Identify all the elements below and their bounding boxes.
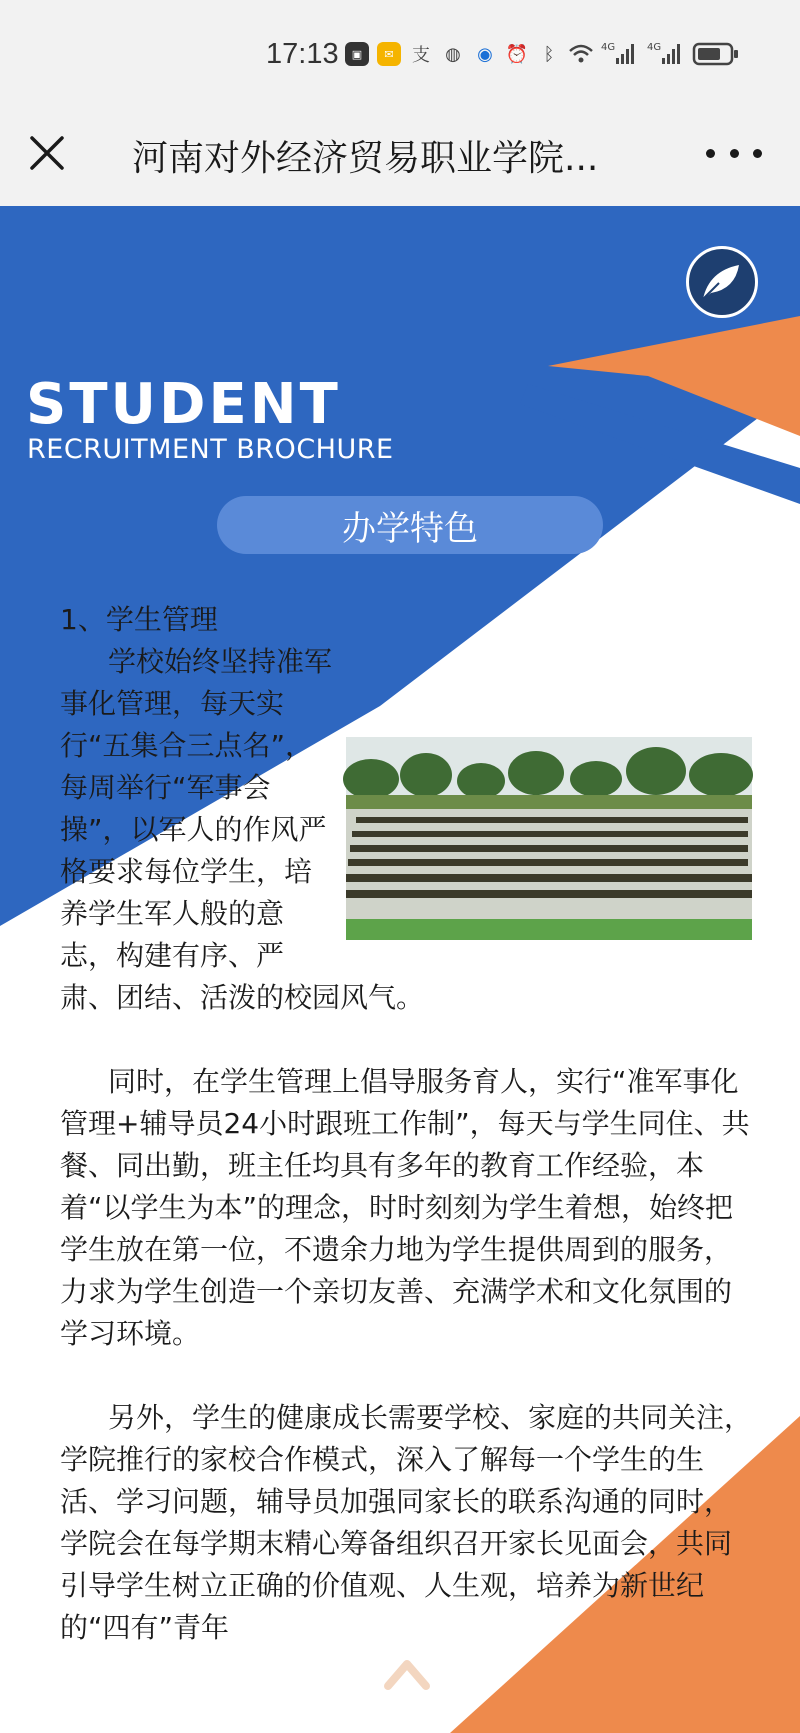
spacer <box>60 1019 752 1061</box>
hero-title: STUDENT <box>26 372 341 437</box>
close-icon <box>22 128 72 178</box>
status-bar <box>0 0 800 108</box>
page-title: 河南对外经济贸易职业学院... <box>132 138 599 179</box>
more-dot-icon <box>706 149 715 158</box>
close-button[interactable] <box>22 128 72 178</box>
college-logo <box>686 246 758 318</box>
mail-icon: ✉ <box>377 42 401 66</box>
navbar <box>0 108 800 206</box>
signal-4g-icon <box>647 42 685 66</box>
alarm-icon: ⏰ <box>505 43 529 65</box>
section-heading: 1、学生管理 <box>60 603 218 636</box>
browser-icon: ◉ <box>477 43 493 65</box>
spacer <box>60 1355 752 1397</box>
status-time: 17:13 <box>266 38 339 70</box>
alipay-icon: 支 <box>412 45 430 66</box>
battery-icon <box>693 42 739 66</box>
network-label: 4G <box>647 42 662 53</box>
feather-logo-icon <box>689 249 755 315</box>
more-dot-icon <box>730 149 739 158</box>
section-label: 办学特色 <box>217 496 603 554</box>
more-options-button[interactable] <box>706 128 762 178</box>
brochure-page <box>0 206 800 1733</box>
paragraph-3: 另外，学生的健康成长需要学校、家庭的共同关注，学院推行的家校合作模式，深入了解每一个学生的生活、学习问题，辅导员加强同家长的联系沟通的同时，学院会在每学期末精心筹备组织召开家长见面会，共同引导学生树立正确的价值观、人生观，培养为新世纪的“四有”青年 <box>60 1401 753 1644</box>
scroll-top-button[interactable] <box>382 1652 432 1696</box>
network-label: 4G <box>601 42 616 53</box>
paragraph-2: 同时，在学生管理上倡导服务育人，实行“准军事化管理+辅导员24小时跟班工作制”，每天与学生同住、共餐、同出勤，班主任均具有多年的教育工作经验，本着“以学生为本”的理念，时时刻刻为学生着想，始终把学生放在第一位，不遗余力地为学生提供周到的服务，力求为学生创造一个亲切友善、充满学术和文化氛围的学习环境。 <box>60 1065 750 1350</box>
more-dot-icon <box>753 149 762 158</box>
huawei-app-icon: ▣ <box>345 42 369 66</box>
paragraph-1: 学校始终坚持准军事化管理，每天实行“五集合三点名”，每周举行“军事会操”，以军人的作风严格要求每位学生，培养学生军人般的意志，构建有序、严肃、团结、活泼的校园风气。 <box>60 645 425 1014</box>
chevron-up-icon <box>382 1652 432 1696</box>
article-content <box>60 599 753 1644</box>
hero-subtitle: RECRUITMENT BROCHURE <box>27 434 394 465</box>
training-photo-image <box>346 737 752 940</box>
status-icons <box>345 42 739 66</box>
military-training-photo <box>346 737 752 940</box>
signal-4g-icon <box>601 42 639 66</box>
wifi-icon <box>569 42 593 66</box>
wechat-icon: ◍ <box>445 43 461 65</box>
bluetooth-icon: ᛒ <box>543 43 555 65</box>
